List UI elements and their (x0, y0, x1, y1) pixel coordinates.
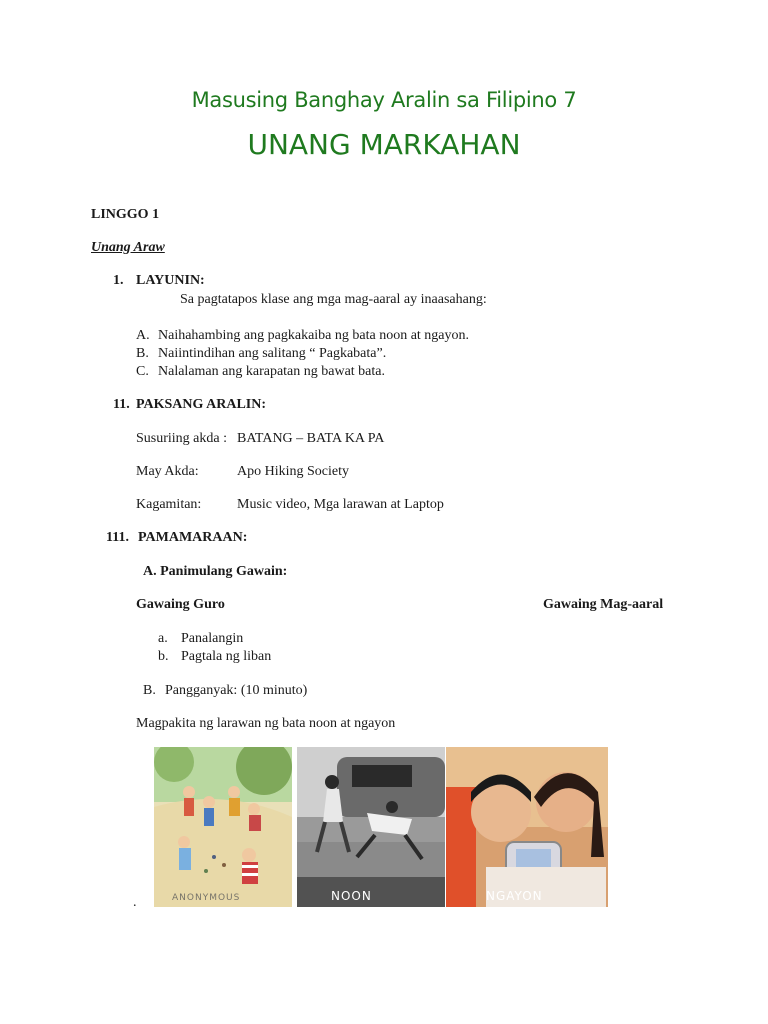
caption-noon: NOON (331, 889, 372, 903)
column-guro: Gawaing Guro (136, 597, 225, 612)
illustration-children-playing (154, 747, 292, 907)
section-b-letter: B. (143, 683, 156, 698)
paksa-label: Susuriing akda : (136, 431, 227, 446)
photo-noon (297, 747, 445, 907)
paksa-label: Kagamitan: (136, 497, 202, 512)
paksa-heading: PAKSANG ARALIN: (136, 397, 267, 412)
pamamaraan-heading: PAMAMARAAN: (138, 530, 248, 545)
objective-letter: B. (136, 346, 149, 361)
paksa-value: BATANG – BATA KA PA (237, 431, 385, 446)
paksa-value: Music video, Mga larawan at Laptop (237, 497, 444, 512)
watermark: ANONYMOUS (172, 893, 241, 903)
photo-ngayon (446, 747, 608, 907)
week-label: LINGGO 1 (91, 207, 160, 222)
layunin-number: 1. (113, 273, 124, 288)
objective-text: Naihahambing ang pagkakaiba ng bata noon at ngayon. (158, 328, 470, 343)
objective-letter: A. (136, 328, 150, 343)
trailing-period: . (133, 895, 137, 910)
guro-item-letter: a. (158, 631, 168, 646)
section-b-heading: Pangganyak: (10 minuto) (165, 683, 308, 698)
layunin-heading: LAYUNIN: (136, 273, 205, 288)
objective-text: Naiintindihan ang salitang “ Pagkabata”. (158, 346, 387, 361)
instruction-text: Magpakita ng larawan ng bata noon at ngayon (136, 716, 396, 731)
objective-text: Nalalaman ang karapatan ng bawat bata. (158, 364, 386, 379)
paksa-number: 11. (113, 397, 130, 412)
guro-item-text: Panalangin (181, 631, 244, 646)
document-title: Masusing Banghay Aralin sa Filipino 7 (191, 88, 577, 112)
day-label: Unang Araw (91, 240, 165, 255)
layunin-intro: Sa pagtatapos klase ang mga mag-aaral ay inaasahang: (180, 292, 487, 307)
guro-item-letter: b. (158, 649, 169, 664)
paksa-value: Apo Hiking Society (237, 464, 349, 479)
guro-item-text: Pagtala ng liban (181, 649, 272, 664)
pamamaraan-number: 111. (106, 530, 129, 545)
photo-strip (154, 747, 608, 907)
caption-ngayon: NGAYON (486, 889, 543, 903)
document-subtitle: UNANG MARKAHAN (247, 128, 521, 161)
objective-letter: C. (136, 364, 149, 379)
column-mag-aaral: Gawaing Mag-aaral (543, 597, 664, 612)
paksa-label: May Akda: (136, 464, 199, 479)
section-a-heading: A. Panimulang Gawain: (143, 564, 288, 579)
